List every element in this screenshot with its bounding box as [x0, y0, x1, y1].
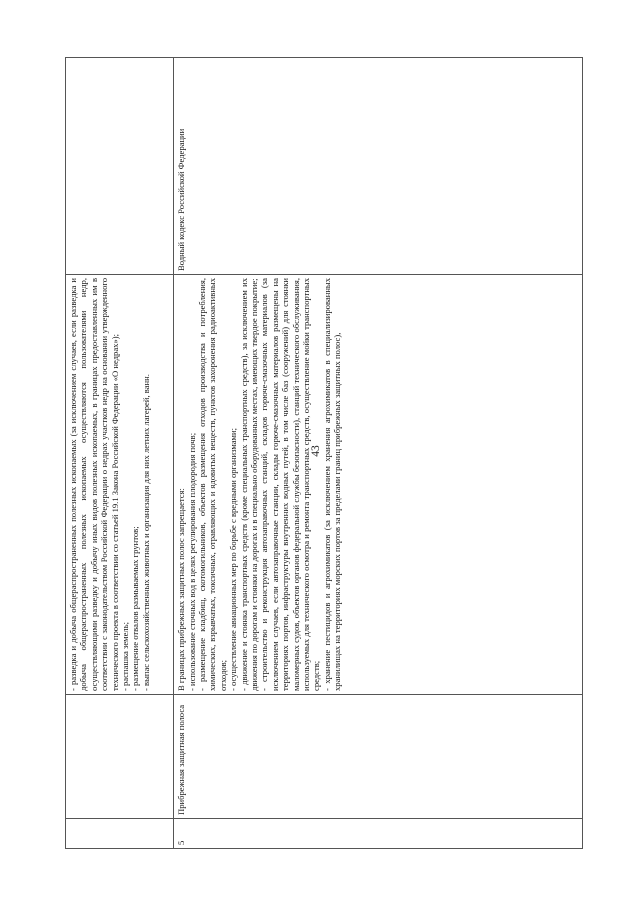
row-number-cell: 5: [174, 819, 583, 849]
landscape-page: [65, 57, 583, 849]
table-row: [174, 58, 583, 849]
table-row: [66, 58, 174, 849]
zone-name-cell: [66, 695, 174, 819]
law-cell: [66, 58, 174, 275]
restrictions-table: [65, 57, 583, 849]
restrictions-cell: - разведка и добыча общераспространенных полезных ископаемых (за исключением случаев, если разведка и добыча общераспространенных полезных ископаемых осуществляются пользователями недр, осуществляющими разведку и добычу иных видов полезных ископаемых, в границах предоставленных им в соответствии с законодательством Российской Федерации о недрах участков недр на основании утвержденного технического проекта в соответствии со статьей 19.1 Закона Российской Федерации «О недрах»); - распашка земель; - размещение отвалов размываемых грунтов; - выпас сельскохозяйственных животных и организация для них летних лагерей, ванн.: [66, 275, 174, 695]
restrictions-cell: В границах прибрежных защитных полос запрещается: - использование сточных вод в целях регулирования плодородия почв; - размещение кладбищ, скотомогильников, объектов размещения отходов производства и потребления, химических, взрывчатых, токсичных, отравляющих и ядовитых веществ, пунктов захоронения радиоактивных отходов; - осуществление авиационных мер по борьбе с вредными организмами; - движение и стоянка транспортных средств (кроме специальных транспортных средств), за исключением их движения по дорогам и стоянки на дорогах и в специально оборудованных местах, имеющих твердое покрытие; - строительство и реконструкция автозаправочных станций, складов горюче-смазочных материалов (за исключением случаев, если автозаправочные станции, склады горюче-смазочных материалов размещены на территориях портов, инфраструктуры внутренних водных путей, в том числе баз (сооружений) для стоянки маломерных судов, объектов органов федеральной службы безопасности), станций технического обслуживания, используемых для технического осмотра и ремонта транспортных средств, осуществление мойки транспортных средств; - хранение пестицидов и агрохимикатов (за исключением хранения агрохимикатов в специализированных хранилищах на территориях морских портов за пределами границ прибрежных защитных полос),: [174, 275, 583, 695]
row-number-cell: [66, 819, 174, 849]
zone-name-cell: Прибрежная защитная полоса: [174, 695, 583, 819]
law-cell: Водный кодекс Российской Федерации: [174, 58, 583, 275]
page-number: 43: [310, 445, 322, 457]
